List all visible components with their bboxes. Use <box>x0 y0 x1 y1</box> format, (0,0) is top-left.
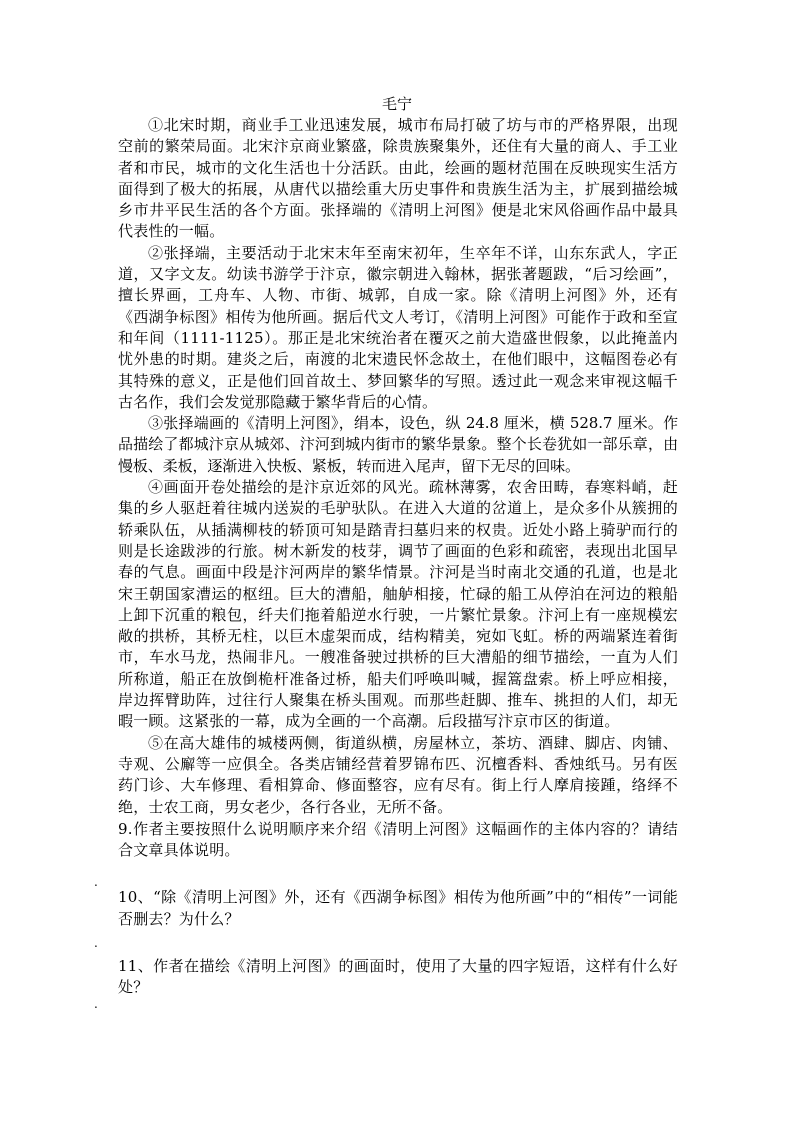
paragraph-1: ①北宋时期，商业手工业迅速发展，城市布局打破了坊与市的严格界限，出现空前的繁荣局面。北宋汴京商业繁盛，除贵族聚集外，还住有大量的商人、手工业者和市民，城市的文化生活也十分活跃。由此，绘画的题材范围在反映现实生活方面得到了极大的拓展，从唐代以描绘重大历史事件和贵族生活为主，扩展到描绘城乡市井平民生活的各个方面。张择端的《清明上河图》便是北宋风俗画作品中最具代表性的一幅。 <box>118 116 678 241</box>
document-title: 毛宁 <box>381 95 412 113</box>
question-9: 9.作者主要按照什么说明顺序来介绍《清明上河图》这幅画作的主体内容的？请结合文章具体说明。 <box>118 819 678 860</box>
paragraph-5: ⑤在高大雄伟的城楼两侧，街道纵横，房屋林立，茶坊、酒肆、脚店、肉铺、寺观、公廨等一应俱全。各类店铺经营着罗锦布匹、沉檀香料、香烛纸马。另有医药门诊、大车修理、看相算命、修面整容，应有尽有。街上行人摩肩接踵，络绎不绝，士农工商，男女老少，各行各业，无所不备。 <box>118 733 678 816</box>
paragraph-2: ②张择端，主要活动于北宋末年至南宋初年，生卒年不详，山东东武人，字正道，又字文友。幼读书游学于汴京，徽宗朝进入翰林，据张著题跋，“后习绘画”，擅长界画，工舟车、人物、市街、城郭，自成一家。除《清明上河图》外，还有《西湖争标图》相传为他所画。据后代文人考订，《清明上河图》可能作于政和至宣和年间（1111-1125）。那正是北宋统治者在覆灭之前大造盛世假象，以此掩盖内忧外患的时期。建炎之后，南渡的北宋遗民怀念故土，在他们眼中，这幅图卷必有其特殊的意义，正是他们回首故土、梦回繁华的写照。透过此一观念来审视这幅千古名作，我们会发觉那隐藏于繁华背后的心情。 <box>118 243 678 411</box>
answer-space-marker-9: . <box>94 875 98 889</box>
answer-space-marker-10: . <box>94 936 98 950</box>
question-10: 10、“除《清明上河图》外，还有《西湖争标图》相传为他所画”中的“相传”一词能否删去？为什么？ <box>118 888 678 928</box>
paragraph-3: ③张择端画的《清明上河图》，绢本，设色，纵 24.8 厘米，横 528.7 厘米。作品描绘了都城汴京从城郊、汴河到城内街市的繁华景象。整个长卷犹如一部乐章，由慢板、柔板，逐渐进入快板、紧板，转而进入尾声，留下无尽的回味。 <box>118 414 678 475</box>
question-11: 11、作者在描绘《清明上河图》的画面时，使用了大量的四字短语，这样有什么好处？ <box>118 956 678 997</box>
paragraph-4: ④画面开卷处描绘的是汴京近郊的风光。疏林薄雾，农舍田畴，春寒料峭，赶集的乡人驱赶着往城内送炭的毛驴驮队。在进入大道的岔道上，是众多仆从簇拥的轿乘队伍，从插满柳枝的轿顶可知是踏青扫墓归来的权贵。近处小路上骑驴而行的则是长途跋涉的行旅。树木新发的枝芽，调节了画面的色彩和疏密，表现出北国早春的气息。画面中段是汴河两岸的繁华情景。汴河是当时南北交通的孔道，也是北宋王朝国家漕运的枢纽。巨大的漕船，舳舻相接，忙碌的船工从停泊在河边的粮船上卸下沉重的粮包，纤夫们拖着船逆水行驶，一片繁忙景象。汴河上有一座规模宏敞的拱桥，其桥无柱，以巨木虚架而成，结构精美，宛如飞虹。桥的两端紧连着街市，车水马龙，热闹非凡。一艘准备驶过拱桥的巨大漕船的细节描绘，一直为人们所称道，船正在放倒桅杆准备过桥，船夫们呼唤叫喊，握篙盘索。桥上呼应相接，岸边挥臂助阵，过往行人聚集在桥头围观。而那些赶脚、推车、挑担的人们，却无暇一顾。这紧张的一幕，成为全画的一个高潮。后段描写汴京市区的街道。 <box>118 478 678 731</box>
answer-space-marker-11: . <box>94 997 98 1011</box>
document-page <box>118 94 678 999</box>
